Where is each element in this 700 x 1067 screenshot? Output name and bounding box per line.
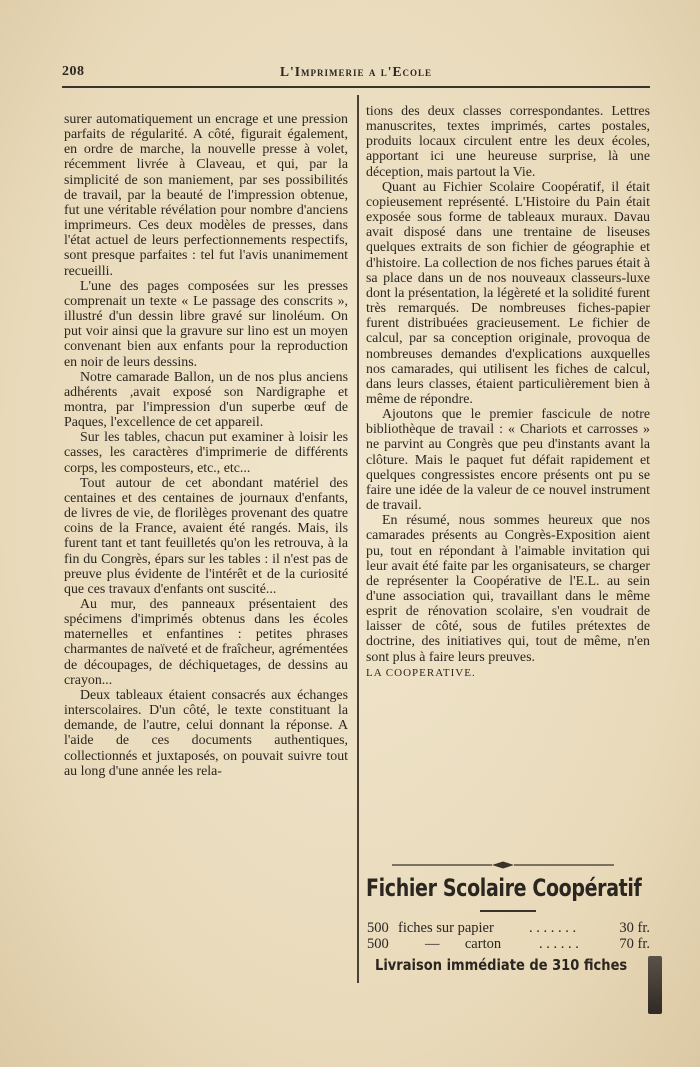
ink-stamp-mark [648,956,662,1014]
advert-qty: 500 [367,936,389,952]
paragraph: Quant au Fichier Scolaire Coopératif, il était copieusement représenté. L'Histoire du Pain était exposée sous forme de tableaux muraux. Davau avait disposé dans une trentaine de liseuses quelques extraits de son fichier de géographie et d'histoire. La collection de nos fiches parues était à sa place dans un de nos nouveaux classeurs-luxe dont la présentation, la légèreté et la solidité furent très remarqués. De nombreuses fiches-papier furent distribuées gracieusement. Le fichier de calcul, par sa conception originale, provoqua de nombreuses demandes d'explications auxquelles nos camarades, qui utilisent les fiches de calcul, dans leurs classes, étaient particulièrement bien à même de répondre. [366,179,650,407]
left-column [64,112,348,779]
paragraph: tions des deux classes correspondantes. Lettres manuscrites, textes imprimés, cartes postales, produits locaux circulent entre les deux écoles, apportant ici une heureuse surprise, là une déception, mais partout la Vie. [366,104,650,180]
ornament-rule [392,860,614,870]
advert-item: — carton [425,936,502,952]
paragraph: surer automatiquement un encrage et une pression parfaits de régularité. A côté, figurait également, en ordre de marche, la nouvelle presse à volet, récemment livrée à Claveau, et qui, par la simplicité de son maniement, par ses possibilités de travail, par la beauté de l'impression obtenue, fut une véritable révélation pour nombre d'anciens imprimeurs. Ces deux modèles de presses, dans l'état actuel de leurs perfectionnements respectifs, sont presque parfaites : tel fut l'avis unanimement recueilli. [64,112,348,279]
running-title: L'Imprimerie a l'Ecole [279,64,433,79]
paragraph: Sur les tables, chacun put examiner à loisir les casses, les caractères d'imprimerie de différents corps, les composteurs, etc., etc... [64,430,348,476]
page-header [62,64,650,84]
advert-delivery: Livraison immédiate de 310 fiches [375,956,628,974]
paragraph: En résumé, nous sommes heureux que nos camarades présents au Congrès-Exposition aient pu, tout en répondant à l'aimable invitation qui leur avait été faite par les organisateurs, se charger de représenter la Coopérative de l'E.L. au sein d'une association qui, travaillant dans le même esprit de rénovation scolaire, s'en voudrait de laisser de côté, sous de futiles prétextes de doctrine, des initiatives qui, tout de même, n'en sont plus à faire leurs preuves. [366,513,650,665]
header-rule [62,86,650,88]
advert-item: fiches sur papier [398,920,494,936]
page-number: 208 [62,64,85,79]
advert-row [367,936,650,952]
advert-dots: . . . . . . . [529,920,577,936]
paragraph: Tout autour de cet abondant matériel des centaines et des centaines de journaux d'enfants, de livres de vie, de florilèges provenant des quatre coins de la France, avaient été rangés. Mais, ils furent tant et tant feuilletés qu'on les retrouva, à la fin du Congrès, épars sur les tables : il n'est pas de preuve plus évidente de l'intérêt et de la curiosité que ces travaux d'enfants ont suscité... [64,475,348,597]
paragraph: Deux tableaux étaient consacrés aux échanges interscolaires. D'un côté, le texte constituant la demande, de l'autre, celui donnant la réponse. A l'aide de ces documents authentiques, collectionnés et juxtaposés, on pouvait suivre tout au long d'une année les rela- [64,687,348,779]
paragraph: Notre camarade Ballon, un de nos plus anciens adhérents ,avait exposé son Nardigraphe et montra, par l'impression d'un superbe œuf de Paques, l'excellence de cet appareil. [64,369,348,431]
advert-price: 30 fr. [619,920,650,936]
advert-row [367,920,650,936]
advert-dots: . . . . . . [539,936,579,952]
advert-rule [480,910,536,912]
right-column [366,104,650,681]
advert-title: Fichier Scolaire Coopératif [366,874,642,902]
advert-qty: 500 [367,920,389,936]
paragraph: L'une des pages composées sur les presses comprenait un texte « Le passage des conscrits », illustré d'un dessin libre gravé sur linoléum. On put voir ainsi que la gravure sur lino est un moyen convenant bien aux enfants pour la reproduction en noir de leurs dessins. [64,278,348,370]
paragraph: Au mur, des panneaux présentaient des spécimens d'imprimés obtenus dans les écoles maternelles et enfantines : petites phrases charmantes de naïveté et de fraîcheur, agrémentées de découpages, de déchiquetages, de dessins au crayon... [64,597,348,688]
advert-price: 70 fr. [619,936,650,952]
paragraph: Ajoutons que le premier fascicule de notre bibliothèque de travail : « Chariots et carrosses » ne parvint au Congrès que peu d'instants avant la clôture. Mais le paquet fut défait rapidement et quelques congressistes encore présents ont pu se faire une idée de la valeur de ce nouvel instrument de travail. [366,407,650,514]
signature: LA COOPERATIVE. [366,666,476,679]
column-divider [357,95,359,983]
